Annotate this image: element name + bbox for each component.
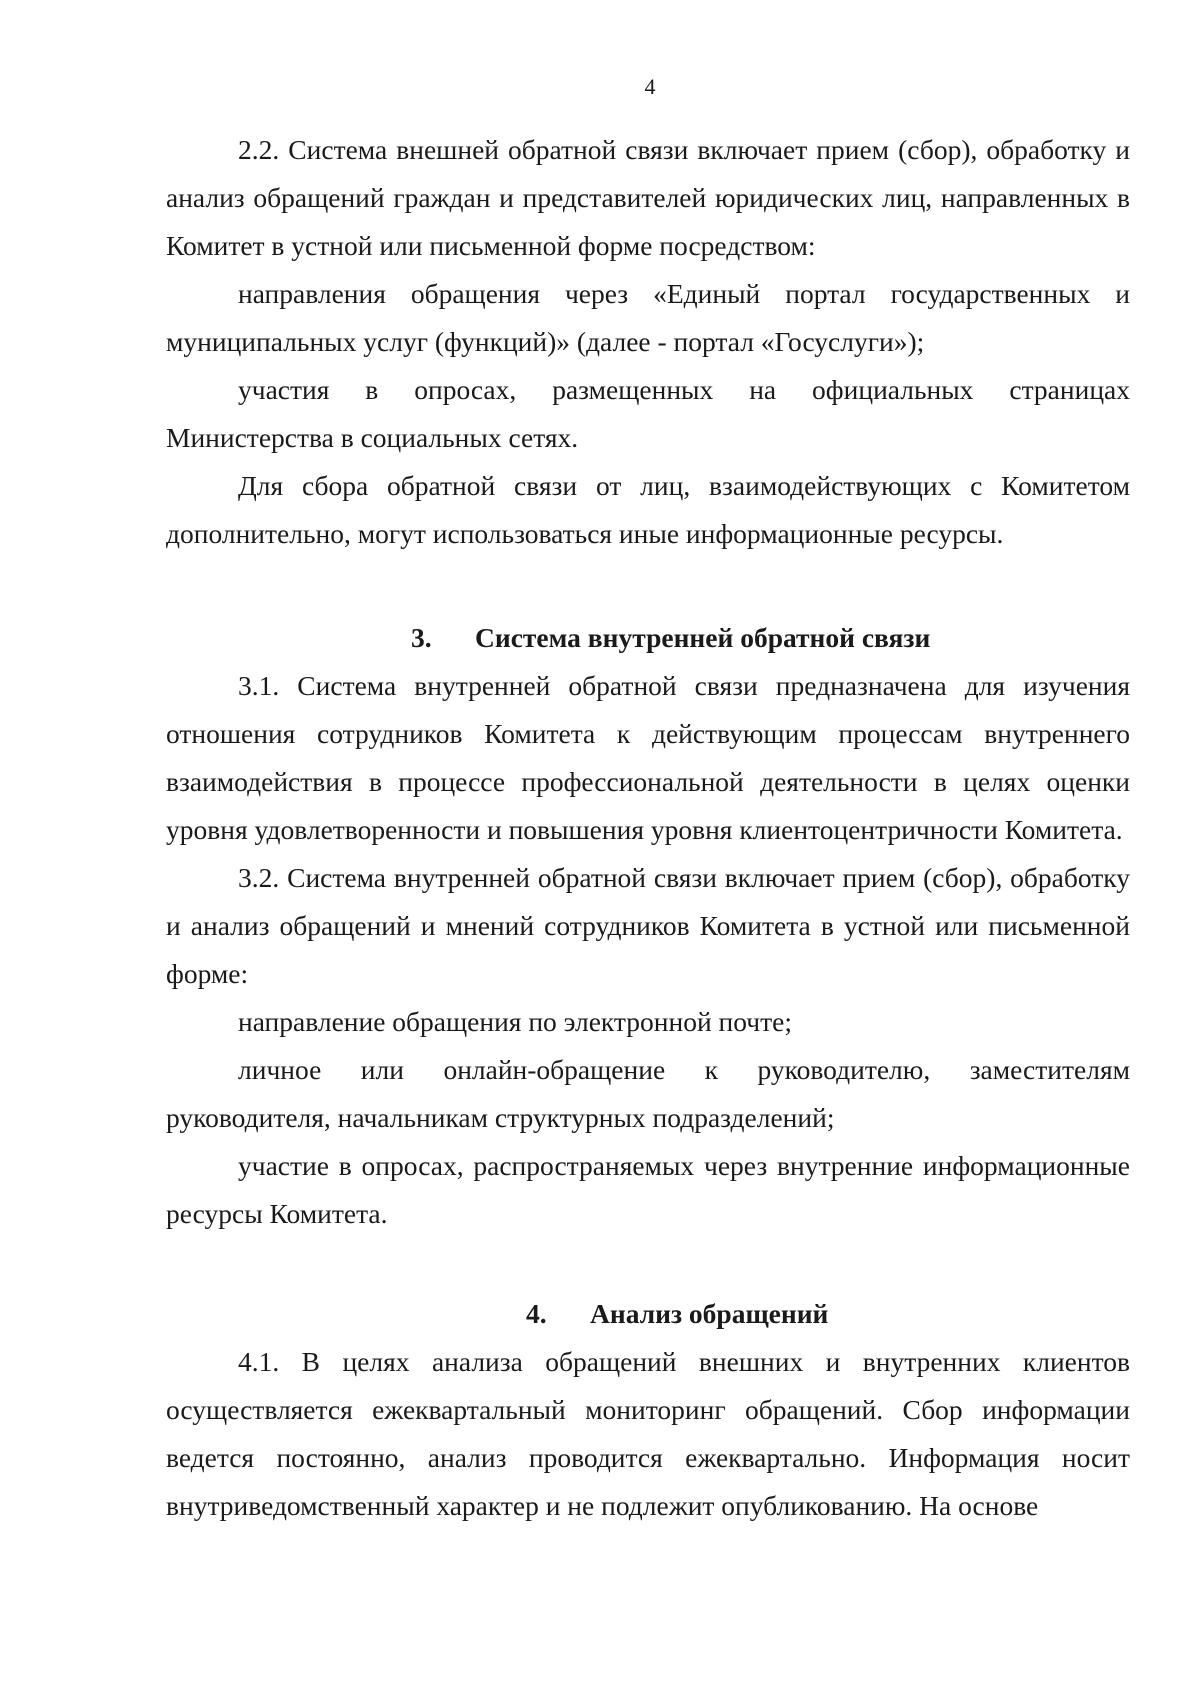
section-4-heading xyxy=(166,1290,1130,1338)
paragraph-internal-polls: участие в опросах, распространяемых через внутренние информационные ресурсы Комитета. xyxy=(166,1150,1130,1229)
paragraph-personal-appeal: личное или онлайн-обращение к руководителю, заместителям руководителя, начальникам структурных подразделений; xyxy=(166,1054,1130,1133)
section-3-number: 3. xyxy=(411,622,432,653)
section-3-heading xyxy=(166,614,1130,662)
document-body xyxy=(166,126,1130,1530)
section-3-title: Система внутренней обратной связи xyxy=(475,622,931,653)
paragraph-gosuslugi: направления обращения через «Единый портал государственных и муниципальных услуг (функций)» (далее - портал «Госуслуги»); xyxy=(166,278,1130,357)
paragraph-4-1: 4.1. В целях анализа обращений внешних и внутренних клиентов осуществляется ежеквартальный мониторинг обращений. Сбор информации ведется постоянно, анализ проводится ежеквартально. Информация носит внутриведомственный характер и не подлежит опубликованию. На основе xyxy=(166,1346,1130,1521)
paragraph-2-2: 2.2. Система внешней обратной связи включает прием (сбор), обработку и анализ обращений граждан и представителей юридических лиц, направленных в Комитет в устной или письменной форме посредством: xyxy=(166,134,1130,261)
paragraph-3-2: 3.2. Система внутренней обратной связи включает прием (сбор), обработку и анализ обращений и мнений сотрудников Комитета в устной или письменной форме: xyxy=(166,862,1130,989)
paragraph-email: направление обращения по электронной почте; xyxy=(238,1006,792,1037)
paragraph-3-1: 3.1. Система внутренней обратной связи предназначена для изучения отношения сотрудников Комитета к действующим процессам внутреннего взаимодействия в процессе профессиональной деятельности в целях оценки уровня удовлетворенности и повышения уровня клиентоцентричности Комитета. xyxy=(166,670,1130,845)
section-4-number: 4. xyxy=(526,1298,547,1329)
paragraph-other-resources: Для сбора обратной связи от лиц, взаимодействующих с Комитетом дополнительно, могут использоваться иные информационные ресурсы. xyxy=(166,470,1130,549)
paragraph-social-polls: участия в опросах, размещенных на официальных страницах Министерства в социальных сетях. xyxy=(166,374,1130,453)
page-number: 4 xyxy=(644,74,656,99)
section-4-title: Анализ обращений xyxy=(590,1298,829,1329)
